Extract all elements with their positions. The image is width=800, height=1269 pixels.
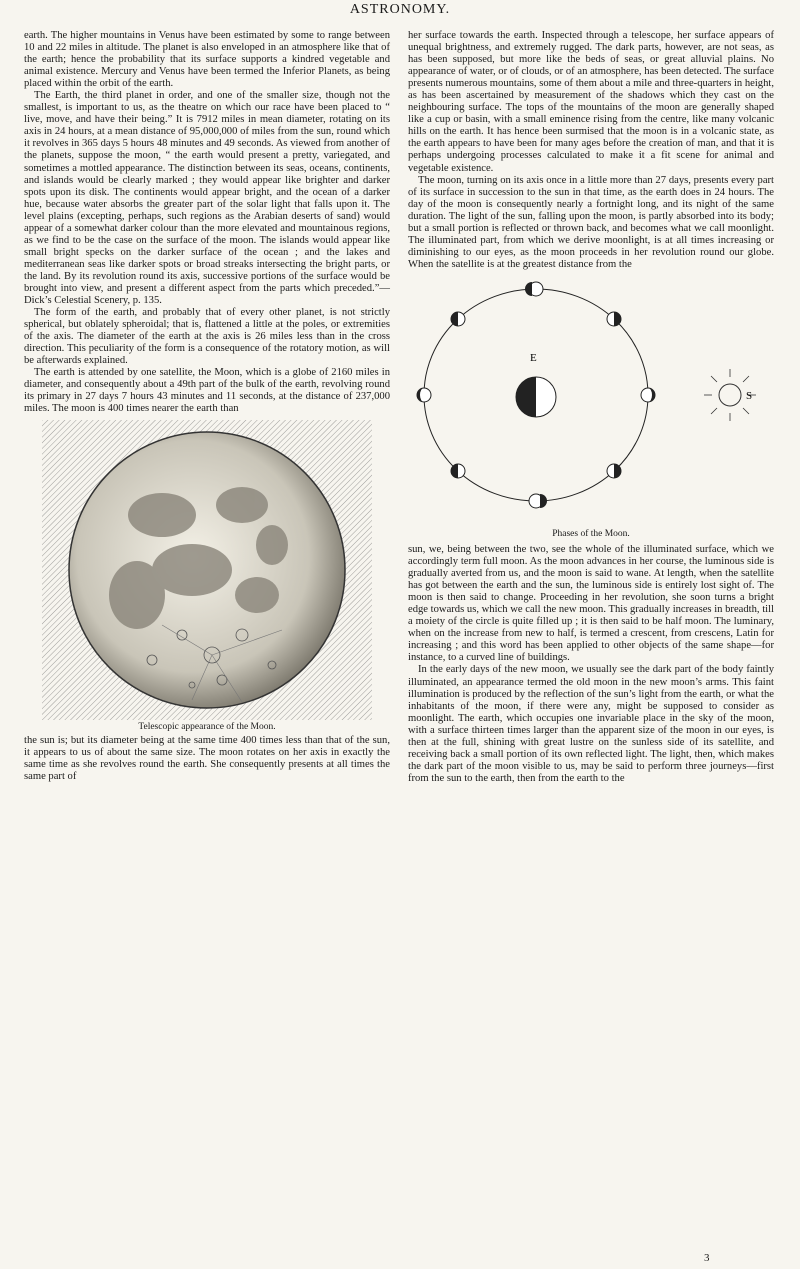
telescopic-moon-figure <box>24 420 390 733</box>
paragraph: sun, we, being between the two, see the whole of the illuminated surface, which we accordingly term full moon. As the moon advances in her course, the luminous side is gradually averted from us, and the moon is said to wane. At length, when the satellite has got between the earth and the sun, the luminous side is entirely lost sight of. The moon is then said to change. Proceeding in her revolution, she soon turns a bright edge towards us, which we call the new moon. This gradually increases in breadth, till a moiety of the circle is quite filled up ; it is then said to be half moon. The luminary, when on the increase from new to half, is termed a crescent, from crescens, Latin for increasing ; and this word has been applied to other objects of the same shape—for instance, to a curved line of buildings. <box>408 543 774 664</box>
moon-illustration <box>42 420 372 720</box>
page-number: 3 <box>704 1252 710 1264</box>
earth-globe <box>516 377 556 417</box>
paragraph: The Earth, the third planet in order, and one of the smaller size, though not the smallest, is important to us, as the theatre on which our race have been placed to “ live, move, and have their being.” It is 7912 miles in mean diameter, rotating on its axis in 24 hours, at a mean distance of 95,000,000 of miles from the sun, round which it revolves in 365 days 5 hours 48 minutes and 49 seconds. As viewed from another of the planets, suppose the moon, “ the earth would present a pretty, variegated, and sometimes a mottled appearance. The distinction between its seas, oceans, continents, and islands would be clearly marked ; they would appear like brighter and darker spots upon its disk. The continents would appear bright, and the ocean of a darker hue, because water absorbs the greater part of the solar light that falls upon it. The level plains (excepting, perhaps, such regions as the Arabian deserts of sand) would appear of a somewhat darker colour than the more elevated and mountainous regions, as we find to be the case on the surface of the moon. The islands would appear like small bright specks on the darker surface of the ocean ; and the lakes and mediterranean seas like darker spots or broad streaks intersecting the bright parts, or the land. By its revolution round its axis, successive portions of the surface would be brought into view, and present a different aspect from the parts which preceded.”—Dick’s Celestial Scenery, p. 135. <box>24 90 390 307</box>
moon-phases-figure <box>408 277 774 540</box>
sun-label: S <box>746 389 753 402</box>
paragraph: The earth is attended by one satellite, the Moon, which is a globe of 2160 miles in diameter, and consequently about a 49th part of the bulk of the earth, revolving round its primary in 27 days 7 hours 43 minutes and 11 seconds, at the distance of 237,000 miles. The moon is 400 times nearer the earth than <box>24 367 390 415</box>
paragraph: In the early days of the new moon, we usually see the dark part of the body faintly illuminated, an appearance termed the old moon in the new moon’s arms. This faint illumination is produced by the reflection of the sun’s light from the earth, or what the inhabitants of the moon, if there were any, might be supposed to consider as moonlight. The earth, which occupies one invariable place in the sky of the moon, with a surface thirteen times larger than the apparent size of the moon in our eyes, is then at the full, shining with great lustre on the sunless side of its satellite, and receiving back a small portion of its own reflected light. The light, then, which makes the dark part of the moon visible to us, may be said to perform three journeys—first from the sun to the earth, then from the earth to the <box>408 664 774 784</box>
paragraph: her surface towards the earth. Inspected through a telescope, her surface appears of unequal brightness, and extremely rugged. The dark parts, however, are not seas, as has been supposed, but more like the beds of seas, or great alluvial plains. No appearance of water, or of clouds, or of an atmosphere, has been detected. The surface presents numerous mountains, some of them about a mile and three-quarters in height, as has been ascertained by measurement of the shadows which they cast on the neighbouring surface. The tops of the mountains of the moon are generally shaped like a cup or basin, with a small eminence rising from the centre, like many volcanic hills on the earth. It has hence been surmised that the moon is in a volcanic state, as the earth appears to have been for many ages before the creation of man, and that it is perhaps undergoing processes calculated to make it a fit scene for animal and vegetable existence. <box>408 30 774 174</box>
page-header: ASTRONOMY. <box>349 2 451 17</box>
right-column <box>408 30 774 785</box>
paragraph: the sun is; but its diameter being at the same time 400 times less than that of the sun, it appears to us of about the same size. The moon rotates on her axis in exactly the same time as she revolves round the earth. She consequently presents at all times the same part of <box>24 734 390 782</box>
left-column <box>24 30 390 783</box>
paragraph: The moon, turning on its axis once in a little more than 27 days, presents every part of its surface in succession to the sun in that time, as the earth does in 24 hours. The day of the moon is consequently nearly a fortnight long, and its night of the same duration. The light of the sun, falling upon the moon, is partly absorbed into its body; but a small portion is reflected or thrown back, and becomes what we call moonlight. The illuminated part, from which we derive moonlight, is at all times increasing or diminishing to our eyes, as the moon proceeds in her revolution round our globe. When the satellite is at the greatest distance from the <box>408 174 774 270</box>
paragraph: The form of the earth, and probably that of every other planet, is not strictly spherical, but oblately spheroidal; that is, flattened a little at the poles, or extremities of the axis. The diameter of the earth at the axis is 26 miles less than in the cross direction. This peculiarity of the form is a consequence of the rotatory motion, as will be afterwards explained. <box>24 307 390 367</box>
paragraph: earth. The higher mountains in Venus have been estimated by some to range between 10 and 22 miles in altitude. The planet is also enveloped in an atmosphere like that of the earth; hence the probability that its surface supports a kindred vegetable and animal existence. Mercury and Venus have been termed the Inferior Planets, as being placed within the orbit of the earth. <box>24 30 390 90</box>
figure-caption: Telescopic appearance of the Moon. <box>138 721 276 732</box>
figure-caption: Phases of the Moon. <box>552 528 630 539</box>
phases-diagram <box>408 277 774 527</box>
earth-label: E <box>530 351 537 364</box>
